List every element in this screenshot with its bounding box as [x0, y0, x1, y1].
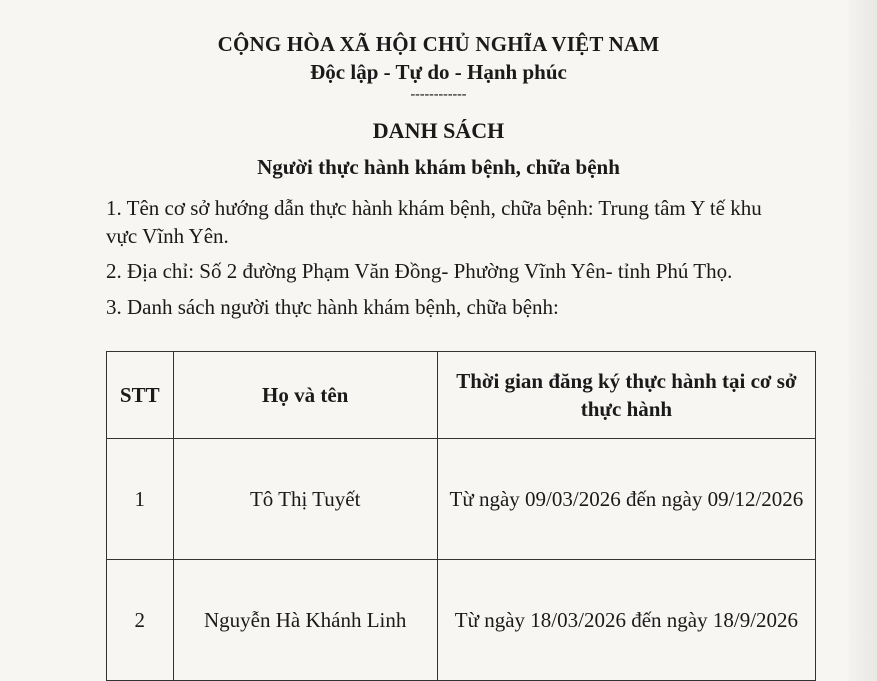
country-heading: CỘNG HÒA XÃ HỘI CHỦ NGHĨA VIỆT NAM [217, 32, 660, 56]
heading-divider: ------------ [410, 87, 467, 102]
column-header-name: Họ và tên [173, 352, 437, 439]
row-stt: 1 [107, 439, 174, 560]
page-edge-shadow [849, 0, 877, 681]
row-name: Nguyễn Hà Khánh Linh [173, 560, 437, 681]
column-header-stt: STT [107, 352, 174, 439]
row-stt: 2 [107, 560, 174, 681]
column-header-period: Thời gian đăng ký thực hành tại cơ sở thực hành [437, 352, 815, 439]
motto-heading: Độc lập - Tự do - Hạnh phúc [310, 60, 567, 84]
table-row [107, 560, 816, 681]
table-header-row [107, 352, 816, 439]
row-period: Từ ngày 09/03/2026 đến ngày 09/12/2026 [437, 439, 815, 560]
table-row [107, 439, 816, 560]
practitioner-table [106, 351, 816, 681]
document-title: DANH SÁCH [372, 118, 505, 143]
address-paragraph: 2. Địa chỉ: Số 2 đường Phạm Văn Đồng- Phường Vĩnh Yên- tỉnh Phú Thọ. [106, 259, 733, 283]
list-intro-paragraph: 3. Danh sách người thực hành khám bệnh, chữa bệnh: [106, 295, 559, 319]
row-period: Từ ngày 18/03/2026 đến ngày 18/9/2026 [437, 560, 815, 681]
facility-name-paragraph: 1. Tên cơ sở hướng dẫn thực hành khám bệnh, chữa bệnh: Trung tâm Y tế khu vực Vĩnh Yên. [106, 196, 762, 248]
document-subtitle: Người thực hành khám bệnh, chữa bệnh [257, 155, 620, 179]
row-name: Tô Thị Tuyết [173, 439, 437, 560]
